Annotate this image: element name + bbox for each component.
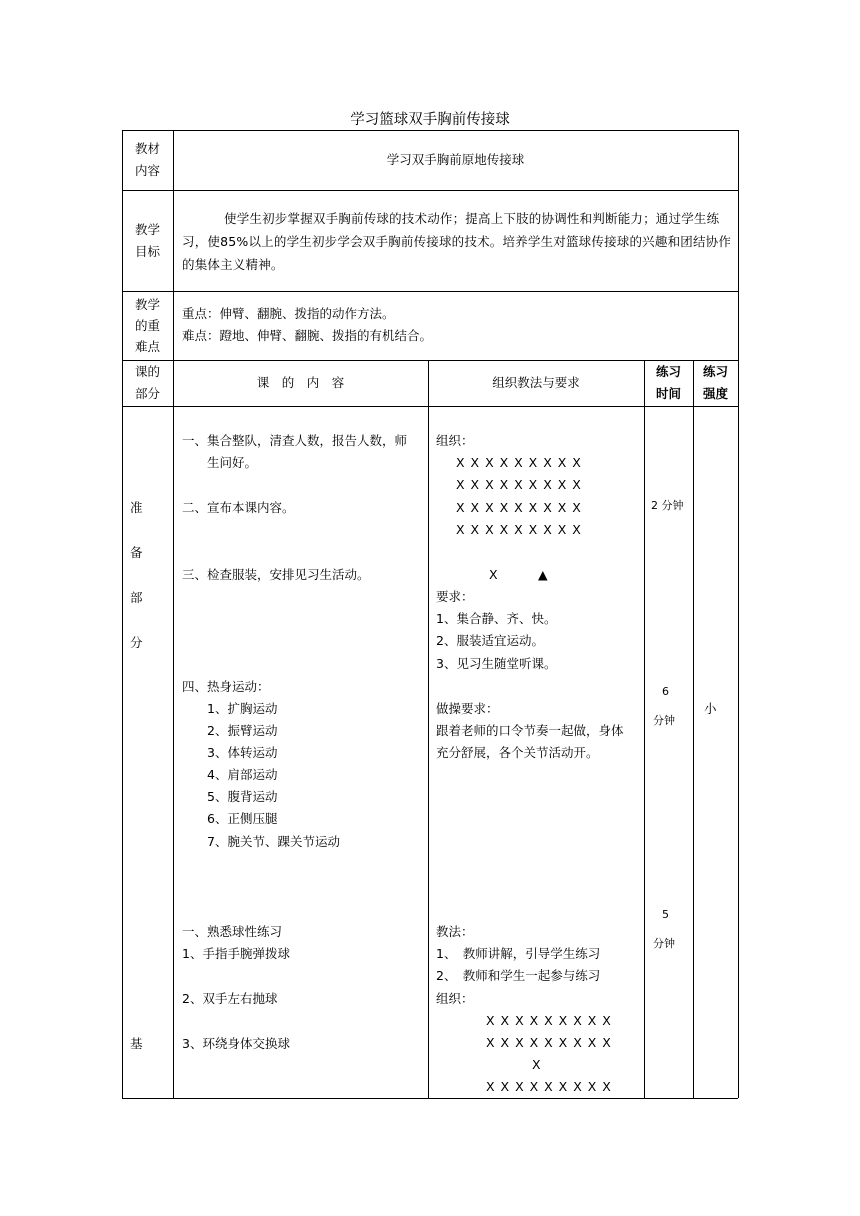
warmup-item-1: 1、扩胸运动 [207, 701, 278, 716]
keypoints-label [122, 291, 173, 360]
basic-item-2: 2、双手左右抛球 [182, 991, 278, 1006]
prep-part-char-4: 分 [130, 635, 143, 650]
prep-item3: 三、检查服装，安排见习生活动。 [182, 567, 370, 582]
header-time-line2: 时间 [655, 386, 681, 401]
prep-exercise-label: 做操要求： [436, 701, 499, 716]
basic-teach-item-1: 1、 教师讲解，引导学生练习 [436, 946, 601, 961]
objective-label-line1: 教学 [134, 221, 160, 237]
warmup-item-4: 4、肩部运动 [207, 767, 278, 782]
prep-item1-line1: 一、集合整队，清查人数，报告人数，师 [182, 433, 408, 448]
basic-formation-row-2: X X X X X X X X X [486, 1035, 612, 1050]
keypoints-label-line1: 教学 [134, 297, 160, 312]
material-label [122, 130, 173, 190]
prep-formation-row-4: X X X X X X X X X [456, 522, 582, 537]
basic-item-3: 3、环绕身体交换球 [182, 1036, 290, 1051]
prep-time-2-number: 6 [662, 685, 669, 698]
warmup-item-7: 7、腕关节、踝关节运动 [207, 834, 340, 849]
prep-time-1: 2 分钟 [651, 499, 684, 512]
prep-time-2-unit: 分钟 [653, 714, 675, 727]
prep-requirement-2: 2、服装适宜运动。 [436, 633, 544, 648]
keypoint-difficulty: 难点：蹬地、伸臂、翻腕、拨指的有机结合。 [182, 328, 433, 343]
header-part-line1: 课的 [134, 364, 160, 379]
keypoint-focus: 重点：伸臂、翻腕、拨指的动作方法。 [182, 306, 395, 321]
prep-exercise-line-2: 充分舒展，各个关节活动开。 [436, 745, 599, 760]
keypoints-label-line3: 难点 [134, 339, 160, 354]
prep-intensity: 小 [704, 701, 717, 716]
header-part-line2: 部分 [134, 386, 160, 401]
header-time-line1: 练习 [655, 364, 681, 379]
prep-formation-row-3: X X X X X X X X X [456, 500, 582, 515]
prep-exercise-line-1: 跟着老师的口令节奏一起做，身体 [436, 723, 624, 738]
header-intensity [693, 360, 738, 406]
basic-teach-item-2: 2、 教师和学生一起参与练习 [436, 968, 601, 983]
warmup-item-6: 6、正侧压腿 [207, 811, 278, 826]
material-content: 学习双手胸前原地传接球 [386, 152, 525, 167]
header-content: 课 的 内 容 [256, 375, 345, 390]
header-time [644, 360, 693, 406]
basic-org-label: 组织： [436, 991, 474, 1006]
header-intensity-line1: 练习 [702, 364, 728, 379]
prep-item2: 二、宣布本课内容。 [182, 500, 295, 515]
objective-content: 使学生初步掌握双手胸前传球的技术动作；提高上下肢的协调性和判断能力；通过学生练习，使85%以上的学生初步学会双手胸前传接球的技术。培养学生对篮球传接球的兴趣和团结协作的集体主义精神。 [182, 211, 732, 272]
prep-part-char-2: 备 [130, 545, 143, 560]
prep-teacher-mark: X [489, 567, 498, 582]
prep-part-char-1: 准 [130, 500, 143, 515]
basic-teacher-mark: X [532, 1057, 541, 1072]
basic-formation-row-1: X X X X X X X X X [486, 1013, 612, 1028]
prep-item1-line2: 生问好。 [207, 455, 258, 470]
prep-formation-row-2: X X X X X X X X X [456, 477, 582, 492]
objective-label-line2: 目标 [134, 243, 160, 259]
prep-req-label: 要求： [436, 589, 474, 604]
objective-label [122, 190, 173, 291]
prep-triangle-mark: ▲ [538, 567, 548, 582]
warmup-item-2: 2、振臂运动 [207, 723, 278, 738]
prep-requirement-3: 3、见习生随堂听课。 [436, 656, 557, 671]
basic-content-title: 一、熟悉球性练习 [182, 924, 283, 939]
prep-requirement-1: 1、集合静、齐、快。 [436, 611, 557, 626]
header-intensity-line2: 强度 [702, 386, 728, 401]
basic-teach-label: 教法： [436, 924, 474, 939]
page-title: 学习篮球双手胸前传接球 [350, 112, 510, 128]
warmup-item-5: 5、腹背运动 [207, 789, 278, 804]
keypoints-label-line2: 的重 [134, 318, 160, 333]
prep-part-char-3: 部 [130, 590, 143, 605]
prep-formation-row-1: X X X X X X X X X [456, 455, 582, 470]
basic-part-char: 基 [130, 1036, 143, 1051]
prep-item4-title: 四、热身运动： [182, 679, 270, 694]
prep-org-label: 组织： [436, 433, 474, 448]
header-method: 组织教法与要求 [492, 375, 580, 390]
material-label-line1: 教材 [134, 141, 160, 156]
header-part [122, 360, 173, 406]
basic-item-1: 1、手指手腕弹拨球 [182, 946, 290, 961]
warmup-item-3: 3、体转运动 [207, 745, 278, 760]
basic-time-number: 5 [662, 908, 669, 921]
basic-formation-row-3: X X X X X X X X X [486, 1079, 612, 1094]
material-label-line2: 内容 [134, 163, 160, 178]
basic-time-unit: 分钟 [653, 937, 675, 950]
